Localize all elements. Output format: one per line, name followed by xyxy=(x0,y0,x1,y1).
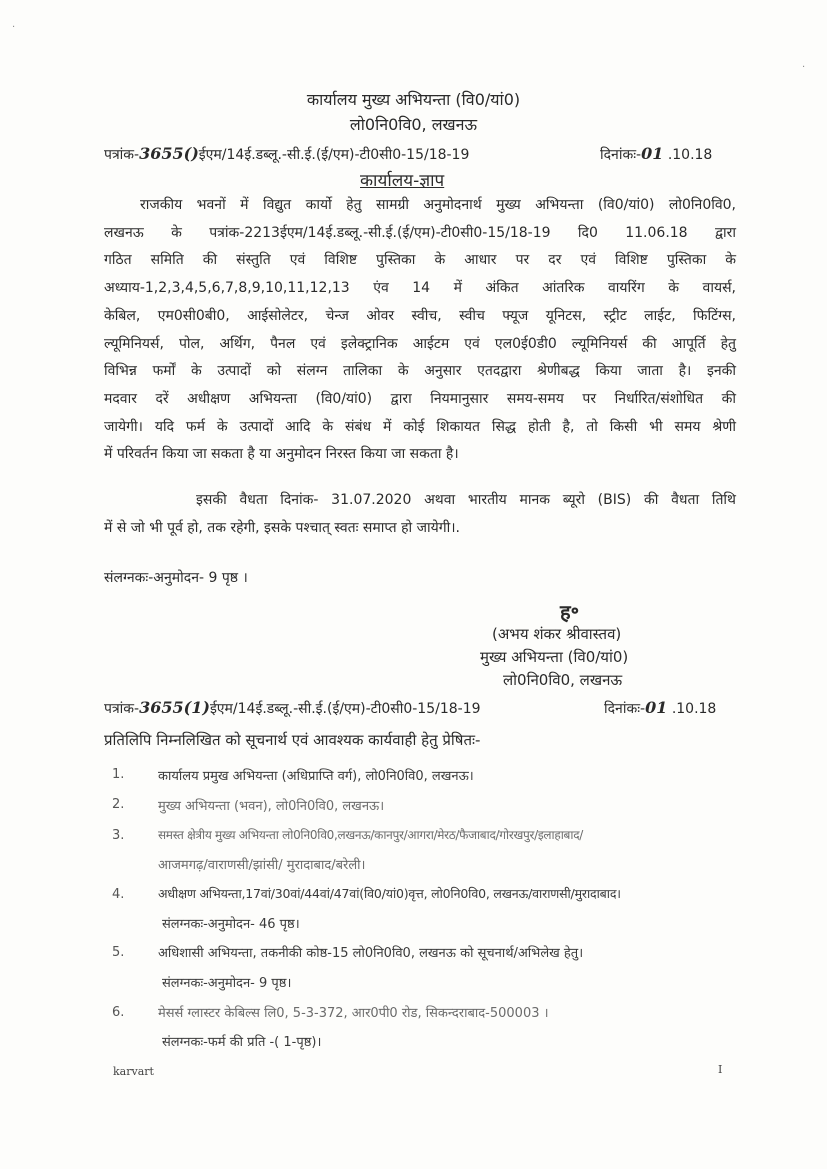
paragraph-line: गठित समिति की संस्तुति एवं विशिष्ट पुस्तिका के आधार पर दर एवं विशिष्ट पुस्तिका के xyxy=(104,252,736,269)
copy-list-number: 1. xyxy=(112,767,125,782)
reference-line-1 xyxy=(104,144,469,164)
date-label: दिनांकः- xyxy=(600,147,642,163)
copy-list-number: 5. xyxy=(112,945,125,960)
ref-prefix: पत्रांक- xyxy=(104,701,140,717)
copy-list-number: 6. xyxy=(112,1005,125,1020)
ref-suffix: ईएम/14ई.डब्लू.-सी.ई.(ई/एम)-टी0सी0-15/18-19 xyxy=(209,701,481,717)
paragraph-line: में परिवर्तन किया जा सकता है या अनुमोदन निरस्त किया जा सकता है। xyxy=(104,446,459,463)
memo-body-paragraph-2 xyxy=(104,487,736,542)
paragraph-line: में से जो भी पूर्व हो, तक रहेगी, इसके पश्चात् स्वतः समाप्त हो जायेगी।. xyxy=(104,519,461,536)
signature-initial: ह॰ xyxy=(560,600,580,624)
enclosure-note: संलग्नकः-अनुमोदन- 9 पृष्ठ । xyxy=(104,570,248,586)
reference-date-1 xyxy=(600,144,712,164)
handwritten-letter-number: 3655(1) xyxy=(139,698,210,717)
copy-list-number: 2. xyxy=(112,797,125,812)
reference-line-2 xyxy=(104,698,481,718)
date-month-year: .10.18 xyxy=(671,701,717,717)
copy-distribution-intro: प्रतिलिपि निम्नलिखित को सूचनार्थ एवं आवश्यक कार्यवाही हेतु प्रेषितः- xyxy=(104,731,481,749)
reference-date-2 xyxy=(604,698,716,718)
paragraph-line: विभिन्न फर्मों के उत्पादों को संलग्न तालिका के अनुसार एतदद्वारा श्रेणीबद्ध किया जाता है। इनकी xyxy=(104,363,736,380)
office-header-line1: कार्यालय मुख्य अभियन्ता (वि0/यां0) xyxy=(306,90,521,109)
paragraph-line: ल्यूमिनियर्स, पोल, अर्थिग, पैनल एवं इलेक्ट्रानिक आईटम एवं एल0ई0डी0 ल्यूमिनियर्स की आपूर्ति हेतु xyxy=(104,335,736,352)
copy-list-number: 3. xyxy=(112,828,125,843)
paragraph-line: राजकीय भवनों में विद्युत कार्यो हेतु सामग्री अनुमोदनार्थ मुख्य अभियन्ता (वि0/यां0) लो0नि0वि0, xyxy=(140,197,736,213)
date-month-year: .10.18 xyxy=(667,147,713,163)
copy-list-line: समस्त क्षेत्रीय मुख्य अभियन्ता लो0नि0वि0,लखनऊ/कानपुर/आगरा/मेरठ/फैजाबाद/गोरखपुर/इलाहाबाद/ xyxy=(158,828,584,842)
ref-prefix: पत्रांक- xyxy=(104,147,140,163)
paragraph-line: केबिल, एम0सी0बी0, आईसोलेटर, चेन्ज ओवर स्वीच, स्वीच फ्यूज यूनिटस, स्ट्रीट लाईट, फिटिंग्स, xyxy=(104,307,736,324)
signatory-designation: मुख्य अभियन्ता (वि0/यां0) xyxy=(480,648,629,666)
copy-list-line: आजमगढ़/वाराणसी/झांसी/ मुरादाबाद/बरेली। xyxy=(158,858,366,873)
signatory-office: लो0नि0वि0, लखनऊ xyxy=(503,671,623,689)
copy-list-line: मुख्य अभियन्ता (भवन), लो0नि0वि0, लखनऊ। xyxy=(158,799,385,814)
copy-list-line: संलग्नकः-अनुमोदन- 9 पृष्ठ। xyxy=(162,976,292,991)
copy-list-line: संलग्नकः-अनुमोदन- 46 पृष्ठ। xyxy=(162,917,300,932)
handwritten-date-day: 01 xyxy=(645,698,668,717)
ref-suffix: ईएम/14ई.डब्लू.-सी.ई.(ई/एम)-टी0सी0-15/18-19 xyxy=(198,147,470,163)
date-label: दिनांकः- xyxy=(604,701,646,717)
paragraph-line: अध्याय-1,2,3,4,5,6,7,8,9,10,11,12,13 एंव 14 में अंकित आंतरिक वायरिंग के वायर्स, xyxy=(104,280,736,297)
copy-list-line: मेसर्स ग्लास्टर केबिल्स लि0, 5-3-372, आर0पी0 रोड, सिकन्दराबाद-500003 । xyxy=(158,1006,549,1021)
scan-speck: · xyxy=(802,62,806,73)
paragraph-line: इसकी वैधता दिनांक- 31.07.2020 अथवा भारतीय मानक ब्यूरो (BIS) की वैधता तिथि xyxy=(196,492,736,508)
scan-speck: · xyxy=(12,22,16,33)
office-memo-title: कार्यालय-ज्ञाप xyxy=(360,171,445,191)
handwritten-letter-number: 3655() xyxy=(139,144,199,163)
office-header-line2: लो0नि0वि0, लखनऊ xyxy=(349,115,478,134)
memo-body-paragraph-1 xyxy=(104,192,736,469)
page-marker: I xyxy=(718,1063,723,1076)
copy-list-number: 4. xyxy=(112,887,125,902)
paragraph-line: जायेगी। यदि फर्म के उत्पादों आदि के संबंध में कोई शिकायत सिद्ध होती है, तो किसी भी समय श्रेणी xyxy=(104,418,736,435)
paragraph-line: मदवार दरें अधीक्षण अभियन्ता (वि0/यां0) द्वारा नियमानुसार समय-समय पर निर्धारित/संशोधित की xyxy=(104,390,736,407)
copy-list-line: कार्यालय प्रमुख अभियन्ता (अधिप्राप्ति वर्ग), लो0नि0वि0, लखनऊ। xyxy=(158,769,474,784)
handwritten-date-day: 01 xyxy=(641,144,664,163)
copy-list-line: अधिशासी अभियन्ता, तकनीकी कोष्ठ-15 लो0नि0वि0, लखनऊ को सूचनार्थ/अभिलेख हेतु। xyxy=(158,946,584,961)
signatory-name: (अभय शंकर श्रीवास्तव) xyxy=(492,625,622,643)
footer-label: karvart xyxy=(113,1065,154,1078)
copy-list-line: संलग्नकः-फर्म की प्रति -( 1-पृष्ठ)। xyxy=(162,1035,322,1050)
paragraph-line: लखनऊ के पत्रांक-2213ईएम/14ई.डब्लू.-सी.ई.(ई/एम)-टी0सी0-15/18-19 दि0 11.06.18 द्वारा xyxy=(104,224,736,241)
copy-list-line: अधीक्षण अभियन्ता,17वां/30वां/44वां/47वां(वि0/यां0)वृत्त, लो0नि0वि0, लखनऊ/वाराणसी/मुरादाबाद। xyxy=(158,886,621,901)
